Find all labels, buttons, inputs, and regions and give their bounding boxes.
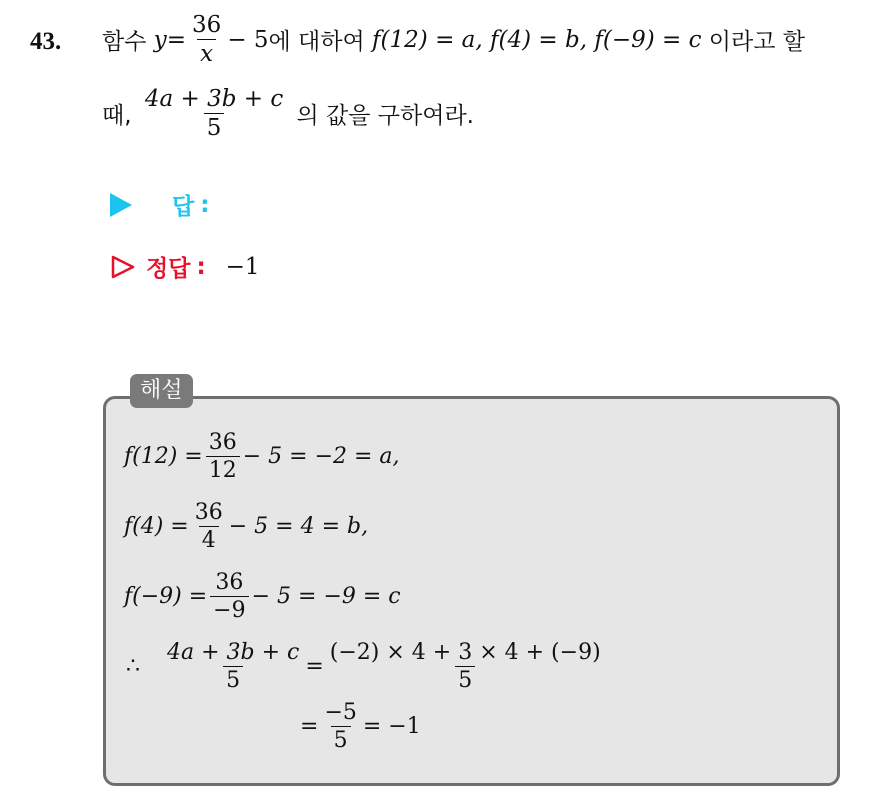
question-text-when: 때, xyxy=(102,103,132,130)
fraction-denominator: 5 xyxy=(204,113,225,141)
play-triangle-icon xyxy=(110,193,132,217)
fraction-numerator: (−2) × 4 + 3 × 4 + (−9) xyxy=(329,640,601,665)
question-text-ask: 의 값을 구하여라. xyxy=(296,103,474,130)
expr-fraction-target xyxy=(164,640,302,694)
fraction-numerator: −5 xyxy=(324,700,357,725)
fraction-numerator: 4a + 3b + c xyxy=(166,640,300,665)
expr-lhs: f(4) = xyxy=(124,514,189,540)
fraction-numerator: 36 xyxy=(192,12,222,38)
outline-triangle-icon xyxy=(110,254,136,280)
answer-colon: : xyxy=(200,191,210,218)
question-var-y: y xyxy=(153,26,167,53)
expr-rhs: − 5 = 4 = b, xyxy=(228,514,369,540)
expr-lhs: f(−9) = xyxy=(124,584,208,610)
explanation-tab: 해설 xyxy=(130,374,193,408)
question-fraction-36-over-x xyxy=(189,12,224,68)
expr-rhs: − 5 = −9 = c xyxy=(251,584,401,610)
expr-fraction xyxy=(192,500,226,554)
expr-equals: = xyxy=(300,714,319,740)
question-number: 43. xyxy=(30,28,62,55)
expr-equals: = xyxy=(305,654,324,680)
question-condition-2: f(4) = b, xyxy=(490,26,588,53)
question-condition-1: f(12) = a, xyxy=(372,26,483,53)
fraction-denominator: 5 xyxy=(455,666,475,693)
question-equals: = xyxy=(166,26,187,53)
fraction-denominator: 12 xyxy=(206,456,240,483)
question-condition-3: f(−9) = c xyxy=(594,26,702,53)
fraction-denominator: −9 xyxy=(210,596,248,623)
explanation-line-3 xyxy=(124,570,401,624)
fraction-denominator: 4 xyxy=(199,526,219,553)
question-minus-five: − 5 xyxy=(227,26,269,53)
fraction-denominator: 5 xyxy=(223,666,243,693)
correct-answer-row xyxy=(110,250,260,283)
correct-answer-label: 정답 xyxy=(146,256,191,282)
fraction-numerator: 36 xyxy=(194,500,223,525)
expr-fraction xyxy=(210,570,248,624)
question-fraction-target xyxy=(142,86,286,142)
fraction-numerator: 36 xyxy=(208,430,237,455)
expr-rhs: = −1 xyxy=(362,714,421,740)
explanation-line-1 xyxy=(124,430,400,484)
answer-label: 답 xyxy=(172,194,195,220)
fraction-numerator: 4a + 3b + c xyxy=(144,86,284,112)
correct-answer-colon: : xyxy=(196,253,206,280)
question-text-function: 함수 xyxy=(102,29,147,56)
expr-fraction-substituted xyxy=(327,640,604,694)
expr-rhs: − 5 = −2 = a, xyxy=(242,444,400,470)
fraction-numerator: 36 xyxy=(215,570,244,595)
question-text-say: 이라고 할 xyxy=(708,29,805,56)
answer-row xyxy=(110,188,209,221)
correct-answer-value: −1 xyxy=(225,253,260,280)
expr-fraction xyxy=(206,430,240,484)
question-text-about: 에 대하여 xyxy=(268,29,365,56)
fraction-denominator: x xyxy=(197,39,216,67)
fraction-denominator: 5 xyxy=(331,726,351,753)
therefore-symbol: ∴ xyxy=(126,654,140,680)
expr-fraction xyxy=(321,700,359,754)
explanation-line-5 xyxy=(300,700,421,754)
explanation-line-4 xyxy=(126,640,607,694)
explanation-line-2 xyxy=(124,500,368,554)
question-line-1 xyxy=(102,12,805,68)
question-line-2 xyxy=(102,86,474,142)
expr-lhs: f(12) = xyxy=(124,444,203,470)
